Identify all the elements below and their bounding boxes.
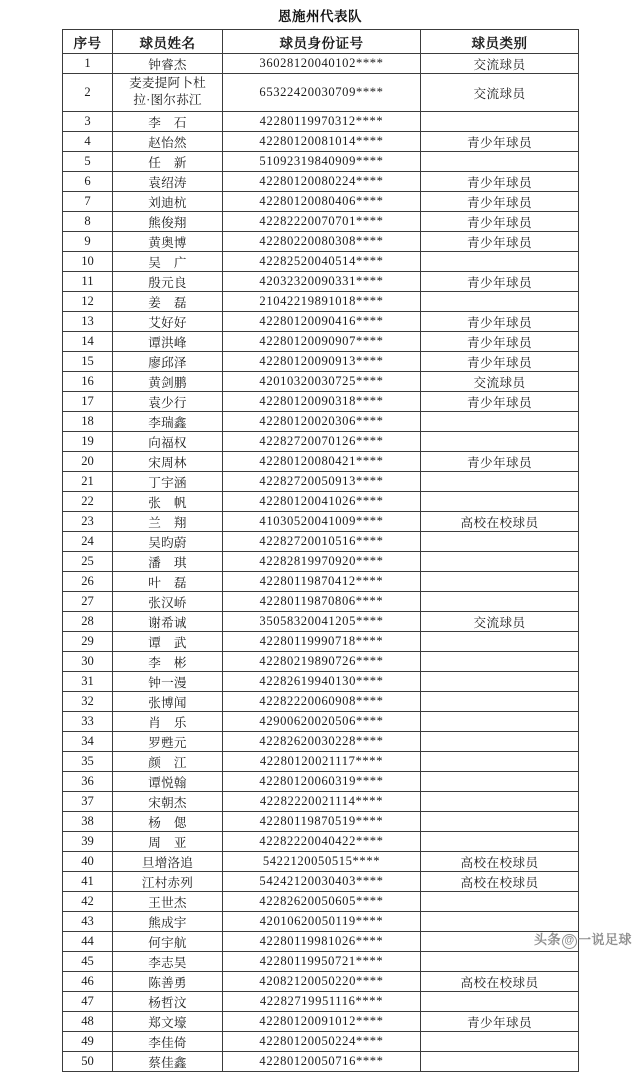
cell-player-name: 黄剑鹏	[113, 371, 223, 391]
cell-player-category	[421, 951, 579, 971]
cell-player-category: 青少年球员	[421, 351, 579, 371]
cell-id-number: 42280120021117****	[223, 751, 421, 771]
cell-id-number: 41030520041009****	[223, 511, 421, 531]
cell-player-name: 王世杰	[113, 891, 223, 911]
cell-player-category	[421, 111, 579, 131]
cell-index: 22	[63, 491, 113, 511]
cell-player-category: 青少年球员	[421, 391, 579, 411]
cell-id-number: 42282719951116****	[223, 991, 421, 1011]
cell-index: 37	[63, 791, 113, 811]
cell-player-category	[421, 591, 579, 611]
cell-player-category	[421, 571, 579, 591]
table-row	[63, 271, 579, 291]
cell-player-name: 吴昀蔚	[113, 531, 223, 551]
table-row	[63, 331, 579, 351]
table-row	[63, 971, 579, 991]
cell-player-category	[421, 1031, 579, 1051]
cell-id-number: 54242120030403****	[223, 871, 421, 891]
table-row	[63, 291, 579, 311]
table-row	[63, 791, 579, 811]
cell-index: 23	[63, 511, 113, 531]
cell-index: 1	[63, 54, 113, 74]
cell-player-category	[421, 531, 579, 551]
cell-player-name: 颜 江	[113, 751, 223, 771]
cell-index: 26	[63, 571, 113, 591]
cell-id-number: 42280119981026****	[223, 931, 421, 951]
cell-id-number: 42280120020306****	[223, 411, 421, 431]
table-row	[63, 651, 579, 671]
cell-player-name: 熊成宇	[113, 911, 223, 931]
cell-player-category	[421, 831, 579, 851]
cell-player-name: 旦增洛追	[113, 851, 223, 871]
cell-index: 15	[63, 351, 113, 371]
table-row	[63, 511, 579, 531]
cell-id-number: 42280119870806****	[223, 591, 421, 611]
cell-id-number: 42282819970920****	[223, 551, 421, 571]
table-row	[63, 751, 579, 771]
cell-player-category: 青少年球员	[421, 1011, 579, 1031]
cell-id-number: 5422120050515****	[223, 851, 421, 871]
table-row	[63, 571, 579, 591]
cell-player-name: 杨哲汶	[113, 991, 223, 1011]
cell-player-category: 青少年球员	[421, 131, 579, 151]
cell-player-category	[421, 931, 579, 951]
cell-id-number: 42282720070126****	[223, 431, 421, 451]
cell-id-number: 65322420030709****	[223, 74, 421, 112]
cell-id-number: 42282220070701****	[223, 211, 421, 231]
cell-index: 5	[63, 151, 113, 171]
cell-index: 3	[63, 111, 113, 131]
table-row	[63, 1051, 579, 1071]
cell-id-number: 42032320090331****	[223, 271, 421, 291]
cell-player-category: 青少年球员	[421, 451, 579, 471]
cell-index: 21	[63, 471, 113, 491]
table-row	[63, 671, 579, 691]
player-name-line-2: 拉·图尔荪江	[133, 93, 202, 108]
cell-index: 30	[63, 651, 113, 671]
cell-player-name	[113, 74, 223, 112]
cell-player-name: 周 亚	[113, 831, 223, 851]
cell-index: 35	[63, 751, 113, 771]
cell-player-name: 殷元良	[113, 271, 223, 291]
cell-index: 6	[63, 171, 113, 191]
cell-player-name: 谭悦翰	[113, 771, 223, 791]
cell-id-number: 42280120041026****	[223, 491, 421, 511]
cell-id-number: 42280120050716****	[223, 1051, 421, 1071]
page-title: 恩施州代表队	[278, 9, 362, 24]
cell-player-name: 吴 广	[113, 251, 223, 271]
cell-player-name: 杨 偲	[113, 811, 223, 831]
cell-id-number: 42280219890726****	[223, 651, 421, 671]
cell-player-name: 张博闻	[113, 691, 223, 711]
cell-player-name: 罗甦元	[113, 731, 223, 751]
cell-index: 2	[63, 74, 113, 112]
cell-id-number: 42282220021114****	[223, 791, 421, 811]
cell-id-number: 42280120080224****	[223, 171, 421, 191]
cell-id-number: 42280119870412****	[223, 571, 421, 591]
cell-player-category	[421, 991, 579, 1011]
table-row	[63, 891, 579, 911]
cell-index: 45	[63, 951, 113, 971]
table-row	[63, 371, 579, 391]
table-row	[63, 771, 579, 791]
cell-id-number: 35058320041205****	[223, 611, 421, 631]
cell-player-name: 廖邱泽	[113, 351, 223, 371]
cell-player-name: 肖 乐	[113, 711, 223, 731]
cell-index: 17	[63, 391, 113, 411]
cell-player-name: 姜 磊	[113, 291, 223, 311]
cell-index: 46	[63, 971, 113, 991]
cell-id-number: 42280120091012****	[223, 1011, 421, 1031]
table-row	[63, 251, 579, 271]
table-row	[63, 931, 579, 951]
table-row	[63, 74, 579, 112]
column-header-index: 序号	[63, 30, 113, 54]
table-row	[63, 911, 579, 931]
cell-player-name: 黄奥博	[113, 231, 223, 251]
column-header-name: 球员姓名	[113, 30, 223, 54]
table-row	[63, 191, 579, 211]
cell-index: 28	[63, 611, 113, 631]
cell-id-number: 42280120060319****	[223, 771, 421, 791]
cell-id-number: 42282720010516****	[223, 531, 421, 551]
cell-player-category	[421, 811, 579, 831]
cell-player-name: 谢希诚	[113, 611, 223, 631]
watermark-at-icon: @	[562, 934, 577, 949]
cell-id-number: 42280119970312****	[223, 111, 421, 131]
cell-player-name: 钟睿杰	[113, 54, 223, 74]
cell-player-category	[421, 691, 579, 711]
cell-index: 41	[63, 871, 113, 891]
cell-player-name: 李志昊	[113, 951, 223, 971]
cell-index: 43	[63, 911, 113, 931]
cell-player-name: 谭 武	[113, 631, 223, 651]
table-row	[63, 431, 579, 451]
cell-index: 40	[63, 851, 113, 871]
table-row	[63, 831, 579, 851]
table-row	[63, 151, 579, 171]
cell-index: 48	[63, 1011, 113, 1031]
cell-player-name: 李佳倚	[113, 1031, 223, 1051]
cell-player-category: 青少年球员	[421, 211, 579, 231]
cell-id-number: 42280120050224****	[223, 1031, 421, 1051]
cell-id-number: 21042219891018****	[223, 291, 421, 311]
table-row	[63, 551, 579, 571]
cell-id-number: 42282220040422****	[223, 831, 421, 851]
cell-id-number: 42282620050605****	[223, 891, 421, 911]
cell-player-name: 熊俊翔	[113, 211, 223, 231]
column-header-id: 球员身份证号	[223, 30, 421, 54]
cell-id-number: 42282520040514****	[223, 251, 421, 271]
column-header-category: 球员类别	[421, 30, 579, 54]
cell-index: 9	[63, 231, 113, 251]
table-header	[63, 30, 579, 54]
cell-player-category: 青少年球员	[421, 271, 579, 291]
cell-index: 39	[63, 831, 113, 851]
cell-player-name: 钟一漫	[113, 671, 223, 691]
table-row	[63, 311, 579, 331]
cell-player-category	[421, 431, 579, 451]
cell-id-number: 42282220060908****	[223, 691, 421, 711]
table-row	[63, 111, 579, 131]
cell-index: 25	[63, 551, 113, 571]
cell-index: 16	[63, 371, 113, 391]
cell-player-name: 赵怡然	[113, 131, 223, 151]
table-row	[63, 731, 579, 751]
table-row	[63, 711, 579, 731]
cell-player-category	[421, 651, 579, 671]
table-row	[63, 691, 579, 711]
cell-player-category	[421, 291, 579, 311]
table-row	[63, 411, 579, 431]
cell-id-number: 42280220080308****	[223, 231, 421, 251]
cell-id-number: 36028120040102****	[223, 54, 421, 74]
table-row	[63, 211, 579, 231]
cell-player-name: 张 帆	[113, 491, 223, 511]
cell-index: 36	[63, 771, 113, 791]
cell-player-category: 交流球员	[421, 611, 579, 631]
cell-index: 14	[63, 331, 113, 351]
cell-player-name: 张汉峤	[113, 591, 223, 611]
cell-player-name: 宋周林	[113, 451, 223, 471]
cell-index: 8	[63, 211, 113, 231]
cell-player-name: 江村赤列	[113, 871, 223, 891]
table-row	[63, 471, 579, 491]
watermark-prefix: 头条	[533, 932, 561, 947]
cell-player-name: 兰 翔	[113, 511, 223, 531]
cell-player-category	[421, 471, 579, 491]
table-row	[63, 231, 579, 251]
table-row	[63, 391, 579, 411]
cell-player-category: 青少年球员	[421, 331, 579, 351]
cell-id-number: 42900620020506****	[223, 711, 421, 731]
table-row	[63, 531, 579, 551]
cell-player-category: 高校在校球员	[421, 511, 579, 531]
cell-id-number: 42280119950721****	[223, 951, 421, 971]
cell-id-number: 42280120080421****	[223, 451, 421, 471]
cell-index: 27	[63, 591, 113, 611]
cell-player-category	[421, 711, 579, 731]
cell-index: 12	[63, 291, 113, 311]
cell-id-number: 42280120090907****	[223, 331, 421, 351]
cell-player-name: 袁绍涛	[113, 171, 223, 191]
cell-player-category: 青少年球员	[421, 311, 579, 331]
cell-index: 42	[63, 891, 113, 911]
table-row	[63, 491, 579, 511]
cell-index: 24	[63, 531, 113, 551]
cell-player-category: 高校在校球员	[421, 871, 579, 891]
cell-player-category	[421, 791, 579, 811]
cell-player-category: 高校在校球员	[421, 971, 579, 991]
cell-player-category	[421, 491, 579, 511]
watermark-suffix: 一说足球	[577, 932, 632, 947]
cell-player-name: 任 新	[113, 151, 223, 171]
cell-player-category	[421, 1051, 579, 1071]
cell-id-number: 42280119870519****	[223, 811, 421, 831]
cell-index: 13	[63, 311, 113, 331]
cell-player-name: 李 彬	[113, 651, 223, 671]
cell-index: 33	[63, 711, 113, 731]
cell-player-name: 郑文壕	[113, 1011, 223, 1031]
table-row	[63, 451, 579, 471]
cell-index: 4	[63, 131, 113, 151]
cell-index: 20	[63, 451, 113, 471]
table-row	[63, 131, 579, 151]
cell-id-number: 42280120090416****	[223, 311, 421, 331]
cell-index: 44	[63, 931, 113, 951]
cell-id-number: 42282619940130****	[223, 671, 421, 691]
table-row	[63, 54, 579, 74]
cell-player-name: 刘迪杭	[113, 191, 223, 211]
cell-id-number: 42082120050220****	[223, 971, 421, 991]
cell-player-name: 丁宇涵	[113, 471, 223, 491]
cell-index: 19	[63, 431, 113, 451]
cell-index: 50	[63, 1051, 113, 1071]
cell-player-name: 艾好好	[113, 311, 223, 331]
cell-player-category	[421, 251, 579, 271]
cell-player-category	[421, 731, 579, 751]
table-row	[63, 591, 579, 611]
cell-id-number: 42280120090913****	[223, 351, 421, 371]
cell-index: 7	[63, 191, 113, 211]
cell-id-number: 42282720050913****	[223, 471, 421, 491]
player-name-line-1: 麦麦提阿卜杜	[129, 76, 206, 91]
table-row	[63, 871, 579, 891]
table-row	[63, 991, 579, 1011]
cell-player-category: 青少年球员	[421, 171, 579, 191]
cell-player-category: 交流球员	[421, 371, 579, 391]
table-row	[63, 171, 579, 191]
cell-player-category	[421, 771, 579, 791]
cell-index: 32	[63, 691, 113, 711]
cell-index: 29	[63, 631, 113, 651]
cell-player-category	[421, 751, 579, 771]
cell-id-number: 42010620050119****	[223, 911, 421, 931]
cell-index: 11	[63, 271, 113, 291]
cell-player-name: 李瑞鑫	[113, 411, 223, 431]
cell-id-number: 42280120090318****	[223, 391, 421, 411]
cell-index: 18	[63, 411, 113, 431]
cell-player-name: 何宇航	[113, 931, 223, 951]
table-row	[63, 611, 579, 631]
cell-player-category: 交流球员	[421, 54, 579, 74]
cell-id-number: 42280120081014****	[223, 131, 421, 151]
cell-id-number: 42282620030228****	[223, 731, 421, 751]
table-row	[63, 811, 579, 831]
cell-player-name: 蔡佳鑫	[113, 1051, 223, 1071]
cell-player-category	[421, 551, 579, 571]
cell-player-name: 叶 磊	[113, 571, 223, 591]
cell-index: 10	[63, 251, 113, 271]
cell-player-name: 潘 琪	[113, 551, 223, 571]
cell-id-number: 42280120080406****	[223, 191, 421, 211]
cell-index: 31	[63, 671, 113, 691]
cell-player-category	[421, 671, 579, 691]
cell-index: 38	[63, 811, 113, 831]
player-roster-table	[62, 29, 579, 1072]
cell-player-category	[421, 411, 579, 431]
cell-player-category: 青少年球员	[421, 191, 579, 211]
cell-player-name: 宋朝杰	[113, 791, 223, 811]
cell-index: 49	[63, 1031, 113, 1051]
cell-player-name: 李 石	[113, 111, 223, 131]
table-row	[63, 351, 579, 371]
cell-id-number: 42280119990718****	[223, 631, 421, 651]
table-row	[63, 1011, 579, 1031]
table-row	[63, 631, 579, 651]
cell-index: 34	[63, 731, 113, 751]
table-row	[63, 851, 579, 871]
cell-player-category: 高校在校球员	[421, 851, 579, 871]
table-row	[63, 951, 579, 971]
table-body	[63, 54, 579, 1072]
table-header-row	[63, 30, 579, 54]
cell-player-category	[421, 631, 579, 651]
cell-player-category	[421, 151, 579, 171]
cell-player-name: 陈善勇	[113, 971, 223, 991]
cell-player-name: 袁少行	[113, 391, 223, 411]
cell-player-category	[421, 911, 579, 931]
table-row	[63, 1031, 579, 1051]
cell-player-category: 青少年球员	[421, 231, 579, 251]
cell-id-number: 42010320030725****	[223, 371, 421, 391]
cell-index: 47	[63, 991, 113, 1011]
cell-player-name: 谭洪峰	[113, 331, 223, 351]
cell-id-number: 51092319840909****	[223, 151, 421, 171]
cell-player-name: 向福权	[113, 431, 223, 451]
cell-player-category	[421, 891, 579, 911]
cell-player-category: 交流球员	[421, 74, 579, 112]
